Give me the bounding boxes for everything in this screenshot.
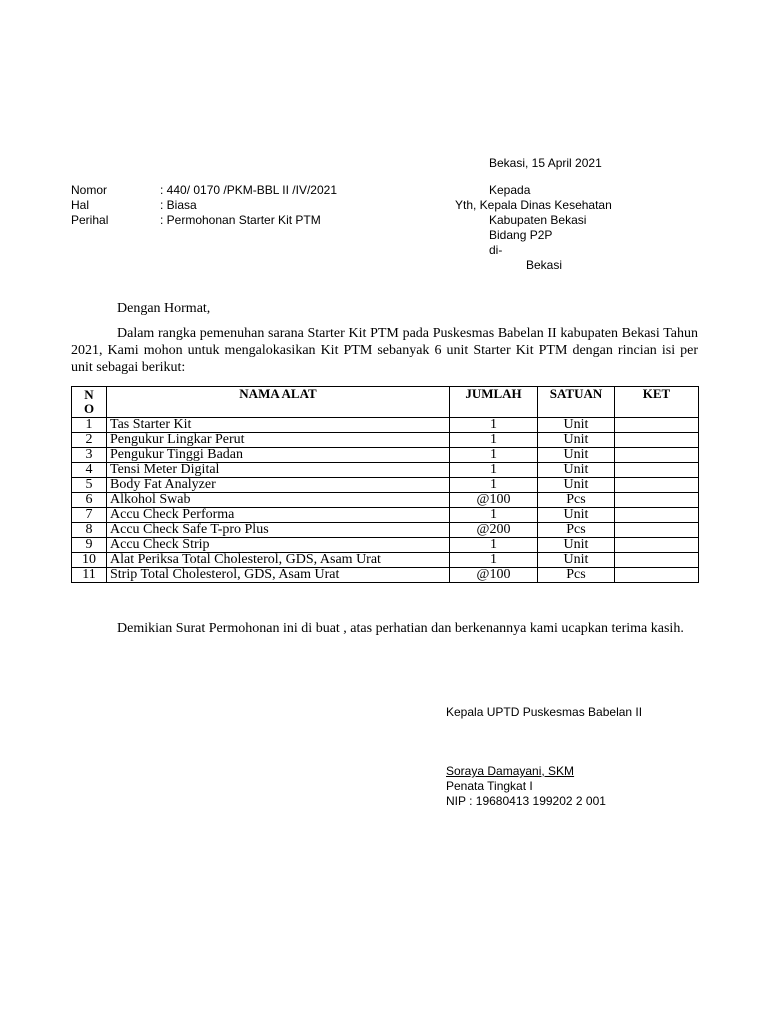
cell-qty: 1 [450, 448, 538, 463]
meta-label-perihal: Perihal [71, 213, 109, 227]
cell-unit: Unit [538, 463, 615, 478]
cell-no: 3 [72, 448, 107, 463]
cell-name: Accu Check Strip [107, 538, 450, 553]
cell-unit: Unit [538, 433, 615, 448]
cell-name: Strip Total Cholesterol, GDS, Asam Urat [107, 568, 450, 583]
cell-unit: Unit [538, 508, 615, 523]
cell-unit: Pcs [538, 568, 615, 583]
cell-unit: Unit [538, 448, 615, 463]
recipient-line3: Bidang P2P [489, 228, 553, 242]
cell-qty: 1 [450, 508, 538, 523]
table-row [72, 493, 699, 508]
place-date: Bekasi, 15 April 2021 [489, 156, 602, 170]
table-row [72, 538, 699, 553]
cell-qty: 1 [450, 418, 538, 433]
closing-paragraph [71, 620, 698, 637]
table-row [72, 568, 699, 583]
cell-no: 1 [72, 418, 107, 433]
table-row [72, 553, 699, 568]
header-jumlah: JUMLAH [450, 387, 538, 418]
cell-name: Alkohol Swab [107, 493, 450, 508]
recipient-line4: di- [489, 243, 503, 257]
header-no: N O [72, 387, 107, 418]
cell-unit: Unit [538, 418, 615, 433]
cell-no: 11 [72, 568, 107, 583]
cell-ket [615, 433, 699, 448]
cell-unit: Unit [538, 538, 615, 553]
cell-no: 9 [72, 538, 107, 553]
cell-no: 6 [72, 493, 107, 508]
cell-name: Accu Check Safe T-pro Plus [107, 523, 450, 538]
cell-ket [615, 523, 699, 538]
cell-ket [615, 538, 699, 553]
cell-qty: 1 [450, 478, 538, 493]
cell-qty: @100 [450, 568, 538, 583]
cell-qty: @200 [450, 523, 538, 538]
body-paragraph-text: Dalam rangka pemenuhan sarana Starter Kit PTM pada Puskesmas Babelan II kabupaten Bekasi Tahun 2021, Kami mohon untuk mengalokasikan Kit PTM sebanyak 6 unit Starter Kit PTM dengan rincian isi per unit sebagai berikut: [71, 326, 698, 375]
table-row [72, 523, 699, 538]
meta-label-hal: Hal [71, 198, 90, 212]
cell-name: Alat Periksa Total Cholesterol, GDS, Asam Urat [107, 553, 450, 568]
cell-qty: 1 [450, 538, 538, 553]
table-row [72, 463, 699, 478]
cell-name: Tensi Meter Digital [107, 463, 450, 478]
cell-qty: @100 [450, 493, 538, 508]
cell-no: 10 [72, 553, 107, 568]
cell-unit: Pcs [538, 493, 615, 508]
table-row [72, 448, 699, 463]
table-row [72, 418, 699, 433]
header-nama-alat: NAMA ALAT [107, 387, 450, 418]
header-satuan: SATUAN [538, 387, 615, 418]
table-header-row [72, 387, 699, 418]
recipient-line2: Kabupaten Bekasi [489, 213, 587, 227]
cell-name: Body Fat Analyzer [107, 478, 450, 493]
cell-no: 4 [72, 463, 107, 478]
cell-unit: Unit [538, 553, 615, 568]
table-row [72, 433, 699, 448]
meta-label-nomor: Nomor [71, 183, 108, 197]
header-ket: KET [615, 387, 699, 418]
cell-unit: Unit [538, 478, 615, 493]
cell-ket [615, 448, 699, 463]
cell-ket [615, 553, 699, 568]
meta-value-nomor: : 440/ 0170 /PKM-BBL II /IV/2021 [160, 183, 337, 197]
greeting: Dengan Hormat, [117, 301, 211, 316]
cell-ket [615, 478, 699, 493]
cell-name: Pengukur Tinggi Badan [107, 448, 450, 463]
signature-position: Kepala UPTD Puskesmas Babelan II [446, 705, 643, 719]
cell-qty: 1 [450, 463, 538, 478]
signature-rank: Penata Tingkat I [446, 779, 533, 793]
signature-name: Soraya Damayani, SKM [446, 764, 575, 778]
cell-name: Tas Starter Kit [107, 418, 450, 433]
body-paragraph [71, 325, 698, 376]
cell-unit: Pcs [538, 523, 615, 538]
cell-ket [615, 463, 699, 478]
cell-ket [615, 418, 699, 433]
cell-ket [615, 568, 699, 583]
cell-name: Pengukur Lingkar Perut [107, 433, 450, 448]
cell-qty: 1 [450, 433, 538, 448]
cell-no: 7 [72, 508, 107, 523]
items-table [71, 386, 699, 583]
cell-name: Accu Check Performa [107, 508, 450, 523]
cell-ket [615, 508, 699, 523]
meta-value-perihal: : Permohonan Starter Kit PTM [160, 213, 321, 227]
meta-value-hal: : Biasa [160, 198, 197, 212]
cell-ket [615, 493, 699, 508]
closing-paragraph-text: Demikian Surat Permohonan ini di buat , atas perhatian dan berkenannya kami ucapkan terima kasih. [117, 621, 684, 636]
signature-nip: NIP : 19680413 199202 2 001 [446, 794, 606, 808]
cell-no: 8 [72, 523, 107, 538]
cell-no: 5 [72, 478, 107, 493]
recipient-line5: Bekasi [526, 258, 563, 272]
recipient-kepada: Kepada [489, 183, 531, 197]
table-row [72, 478, 699, 493]
recipient-yth: Yth, Kepala Dinas Kesehatan [455, 198, 612, 212]
cell-qty: 1 [450, 553, 538, 568]
table-row [72, 508, 699, 523]
cell-no: 2 [72, 433, 107, 448]
